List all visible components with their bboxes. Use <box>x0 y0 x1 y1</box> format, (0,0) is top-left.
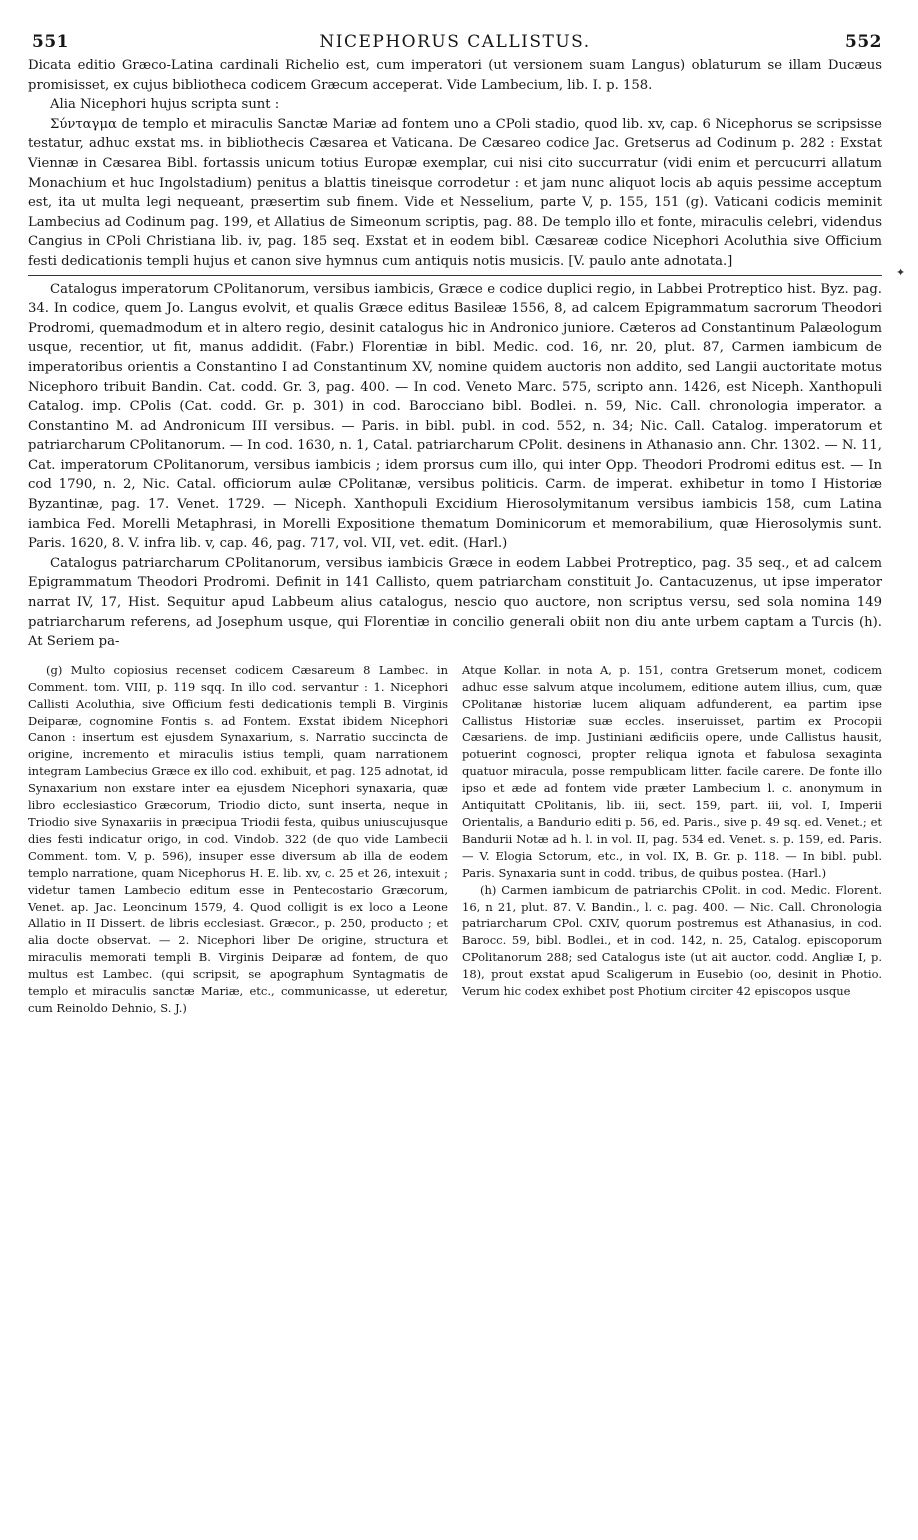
footnotes <box>28 662 882 1017</box>
page-number-right: 552 <box>845 32 882 52</box>
page-number-left: 551 <box>32 32 69 52</box>
paragraph-dedication: Dicata editio Græco-Latina cardinali Richelio est, cum imperatori (ut versionem suam Langus) oblaturum se illam Ducæus promisisset, ex cujus bibliotheca codicem Græcum acceperat. Vide Lambecium, lib. I. p. 158. <box>28 58 882 93</box>
book-page <box>28 26 882 1526</box>
footnote-g-continued: Atque Kollar. in nota A, p. 151, contra Gretserum monet, codicem adhuc esse salvum atque incolumem, editione autem illius, cum, quæ CPolitanæ historiæ lucem aliquam adfunderent, ea partim ipse Callistus Historiæ suæ eccles. inseruisset, partim ex Procopii Cæsariens. de imp. Justiniani ædificiis opere, unde Callistus hausit, potuerint cognosci, propter reliqua ignota et fabulosa sexaginta quatuor miracula, posse rempublicam litter. facile carere. De fonte illo ipso et æde ad fontem vide præter Lambecium l. c. anonymum in Antiquitatt CPolitanis, lib. iii, sect. 159, part. iii, vol. I, Imperii Orientalis, a Bandurio editi p. 56, ed. Paris., sive p. 49 sq. ed. Venet.; et Bandurii Notæ ad h. l. in vol. II, pag. 534 ed. Venet. s. p. 159, ed. Paris. — V. Elogia Sctorum, etc., in vol. IX, B. Gr. p. 118. — In bibl. publ. Paris. Synaxaria sunt in codd. tribus, de quibus postea. (Harl.) <box>462 662 882 880</box>
paragraph-other-writings: Alia Nicephori hujus scripta sunt : <box>50 97 280 113</box>
section-rule <box>28 275 882 276</box>
footnote-separator <box>28 652 882 662</box>
footnote-column-left <box>28 662 448 1017</box>
margin-mark: ✦ <box>896 266 906 279</box>
paragraph-catalogus-imperatorum: Catalogus imperatorum CPolitanorum, versibus iambicis, Græce e codice duplici regio, in Labbei Protreptico hist. Byz. pag. 34. In codice, quem Jo. Langus evolvit, et qualis Græce editus Basileæ 1556, 8, ad calcem Epigrammatum sacrorum Theodori Prodromi, quemadmodum et in altero regio, desinit catalogus hic in Andronico juniore. Cæteros ad Constantinum Palæologum usque, recentior, ut fit, manus addidit. (Fabr.) Florentiæ in bibl. Medic. cod. 16, nr. 20, plut. 87, Carmen iambicum de imperatoribus orientis a Constantino I ad Constantinum XV, nomine quidem auctoris non addito, sed Langii auctoritate motus Nicephoro tribuit Bandin. Cat. codd. Gr. 3, pag. 400. — In cod. Veneto Marc. 575, scripto ann. 1426, est Niceph. Xanthopuli Catalog. imp. CPolis (Cat. codd. Gr. p. 301) in cod. Barocciano bibl. Bodlei. n. 59, Nic. Call. chronologia imperator. a Constantino M. ad Andronicum III versibus. — Paris. in bibl. publ. in cod. 552, n. 34; Nic. Call. Catalog. imperatorum et patriarcharum CPolitanorum. — In cod. 1630, n. 1, Catal. patriarcharum CPolit. desinens in Athanasio ann. Chr. 1302. — N. 11, Cat. imperatorum CPolitanorum, versibus iambicis ; idem prorsus cum illo, qui inter Opp. Theodori Prodromi editus est. — In cod 1790, n. 2, Nic. Catal. officiorum aulæ CPolitanæ, versibus politicis. Carm. de imperat. exhibetur in tomo I Historiæ Byzantinæ, pag. 17. Venet. 1729. — Niceph. Xanthopuli Excidium Hierosolymitanum versibus iambicis 158, cum Latina iambica Fed. Morelli Metaphrasi, in Morelli Expositione thematum Dominicorum et memorabilium, quæ Hierosolymis sunt. Paris. 1620, 8. V. infra lib. v, cap. 46, pag. 717, vol. VII, vet. edit. (Harl.) <box>28 281 882 552</box>
paragraph-catalogus-patriarcharum: Catalogus patriarcharum CPolitanorum, versibus iambicis Græce in eodem Labbei Protreptico, pag. 35 seq., et ad calcem Epigrammatum Theodori Prodromi. Definit in 141 Callisto, quem patriarcham constituit Jo. Cantacuzenus, ut ipse imperator narrat IV, 17, Hist. Sequitur apud Labbeum alius catalogus, nescio quo auctore, non scriptus versu, sed sola nomina 149 patriarcharum referens, ad Josephum usque, qui Florentiæ in concilio generali obiit non diu ante urbem captam a Turcis (h). At Seriem pa- <box>28 555 882 650</box>
paragraph-syntagma: Σύνταγμα de templo et miraculis Sanctæ Mariæ ad fontem uno a CPoli stadio, quod lib. xv, cap. 6 Nicephorus se scripsisse testatur, adhuc exstat ms. in bibliothecis Cæsarea et Vaticana. De Cæsareo codice Jac. Gretserus ad Codinum p. 282 : Exstat Viennæ in Cæsarea Bibl. fortassis unicum totius Europæ exemplar, cui nisi cito succurratur (vidi enim et percucurri allatum Monachium et huc Ingolstadium) penitus a blattis tineisque corrodetur : et jam nunc aliquot locis ab aquis pessime acceptum est, ita ut multa legi nequeant, præsertim sub finem. Vide et Nesselium, parte V, p. 155, 151 (g). Vaticani codicis meminit Lambecius ad Codinum pag. 199, et Allatius de Simeonum scriptis, pag. 88. De templo illo et fonte, miraculis celebri, videndus Cangius in CPoli Christiana lib. iv, pag. 185 seq. Exstat et in eodem bibl. Cæsareæ codice Nicephori Acoluthia sive Officium festi dedicationis templi hujus et canon sive hymnus cum antiquis notis musicis. [V. paulo ante adnotata.] <box>28 116 882 269</box>
footnote-g: (g) Multo copiosius recenset codicem Cæsareum 8 Lambec. in Comment. tom. VIII, p. 119 sqq. In illo cod. servantur : 1. Nicephori Callisti Acoluthia, sive Officium festi dedicationis templi B. Virginis Deiparæ, cognomine Fontis s. ad Fontem. Exstat ibidem Nicephori Canon : insertum est ejusdem Synaxarium, s. Narratio succincta de origine, incremento et miraculis istius templi, quam narrationem integram Lambecius Græce ex illo cod. exhibuit, et pag. 125 adnotat, id Synaxarium non exstare inter ea ejusdem Nicephori synaxaria, quæ libro ecclesiastico Græcorum, Triodio dicto, sunt inserta, neque in Triodio sive Synaxariis in præcipua Triodii festa, quibus uniuscujusque dies festi indicatur origo, in cod. Vindob. 322 (de quo vide Lambecii Comment. tom. V, p. 596), insuper esse diversum ab illa de eodem templo narratione, quam Nicephorus H. E. lib. xv, c. 25 et 26, intexuit ; videtur tamen Lambecio editum esse in Pentecostario Græcorum, Venet. ap. Jac. Leoncinum 1579, 4. Quod colligit is ex loco a Leone Allatio in II Dissert. de libris ecclesiast. Græcor., p. 250, producto ; et alia docte observat. — 2. Nicephori liber De origine, structura et miraculis memorati templi B. Virginis Deiparæ ad fontem, de quo multus est Lambec. (qui scripsit, se apographum Syntagmatis de templo et miraculis sanctæ Mariæ, etc., communicasse, ut ederetur, cum Reinoldo Dehnio, S. J.) <box>28 662 448 1015</box>
footnote-column-right <box>462 662 882 1017</box>
running-header <box>28 26 882 56</box>
main-text <box>28 56 882 652</box>
running-title: NICEPHORUS CALLISTUS. <box>319 32 591 52</box>
footnote-h: (h) Carmen iambicum de patriarchis CPolit. in cod. Medic. Florent. 16, n 21, plut. 87. V. Bandin., l. c. pag. 400. — Nic. Call. Chronologia patriarcharum CPol. CXIV, quorum postremus est Athanasius, in cod. Barocc. 59, bibl. Bodlei., et in cod. 142, n. 25, Catalog. episcoporum CPolitanorum 288; sed Catalogus iste (ut ait auctor. codd. Angliæ I, p. 18), prout exstat apud Scaligerum in Eusebio (oo, desinit in Photio. Verum hic codex exhibet post Photium circiter 42 episcopos usque <box>462 882 882 999</box>
